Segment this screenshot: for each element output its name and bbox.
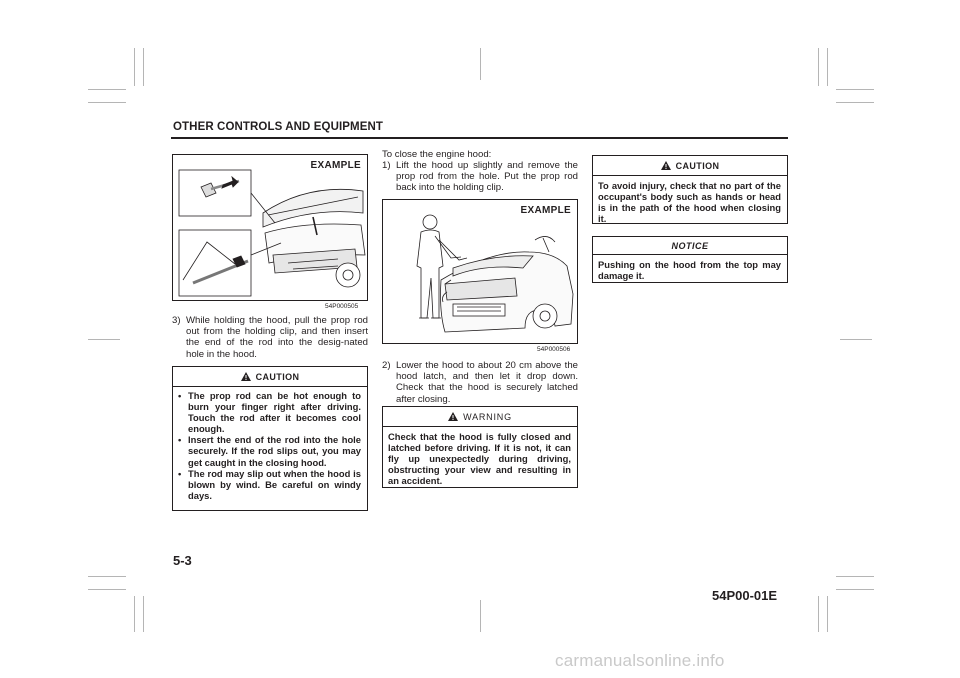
crop-mark	[836, 589, 874, 590]
notice-text: Pushing on the hood from the top may damage it.	[598, 259, 781, 282]
warning-heading	[383, 407, 577, 427]
figure-code: 54P000505	[325, 303, 359, 310]
crop-mark	[143, 48, 144, 86]
figure-example-label: EXAMPLE	[310, 160, 361, 171]
step-3	[172, 315, 368, 360]
warning-box	[382, 406, 578, 488]
figure-closing-hood	[382, 199, 578, 344]
crop-mark	[836, 102, 874, 103]
crop-mark	[480, 48, 481, 80]
closing-hood-illustration	[383, 200, 578, 344]
watermark: carmanualsonline.info	[555, 651, 725, 670]
prop-rod-illustration	[173, 155, 368, 301]
crop-mark	[88, 576, 126, 577]
notice-box	[592, 236, 788, 283]
figure-prop-rod	[172, 154, 368, 301]
warning-triangle-icon	[448, 412, 458, 421]
figure-example-label: EXAMPLE	[520, 205, 571, 216]
crop-mark	[836, 89, 874, 90]
crop-mark	[818, 596, 819, 632]
warning-triangle-icon	[241, 372, 251, 381]
caution-box-occupant	[592, 155, 788, 224]
crop-mark	[88, 589, 126, 590]
step-text: Lift the hood up slightly and remove the prop rod from the hole. Put the prop rod back into the holding clip.	[396, 160, 578, 194]
crop-mark	[480, 600, 481, 632]
caution-label: CAUTION	[255, 371, 300, 382]
caution-text: To avoid injury, check that no part of the occupant's body such as hands or head is in the path of the hood when closing it.	[598, 180, 781, 225]
warning-text: Check that the hood is fully closed and latched before driving. If it is not, it can fly up unexpectedly during driving, obstructing your view and resulting in an accident.	[388, 431, 571, 487]
crop-mark	[827, 48, 828, 86]
close-hood-intro: To close the engine hood:	[382, 149, 492, 160]
section-title: OTHER CONTROLS AND EQUIPMENT	[173, 121, 384, 133]
step-text: While holding the hood, pull the prop rod out from the holding clip, and then insert the end of the rod into the desig-nated hole in the hood.	[186, 315, 368, 360]
document-code: 54P00-01E	[712, 588, 778, 603]
caution-item: • The rod may slip out when the hood is blown by wind. Be careful on windy days.	[178, 467, 361, 501]
caution-heading	[593, 156, 787, 176]
caution-item: • Insert the end of the rod into the hole securely. If the rod slips out, you may get caught in the closing hood.	[178, 434, 361, 468]
crop-mark	[836, 576, 874, 577]
step-number: 1)	[382, 160, 391, 171]
caution-item: • The prop rod can be hot enough to burn your finger right after driving. Touch the rod after it becomes cool enough.	[178, 390, 361, 435]
crop-mark	[818, 48, 819, 86]
warning-triangle-icon	[661, 161, 671, 170]
step-number: 2)	[382, 360, 391, 371]
crop-mark	[840, 339, 872, 340]
page-number: 5-3	[173, 553, 192, 568]
crop-mark	[134, 48, 135, 86]
crop-mark	[134, 596, 135, 632]
notice-label: NOTICE	[671, 240, 709, 251]
crop-mark	[827, 596, 828, 632]
crop-mark	[88, 102, 126, 103]
step-1	[382, 160, 578, 194]
figure-code: 54P000506	[537, 346, 571, 353]
crop-mark	[88, 339, 120, 340]
warning-label: WARNING	[463, 411, 512, 422]
caution-heading	[173, 367, 367, 387]
crop-mark	[143, 596, 144, 632]
caution-box-prop-rod	[172, 366, 368, 511]
crop-mark	[88, 89, 126, 90]
caution-label: CAUTION	[675, 160, 720, 171]
step-2	[382, 360, 578, 405]
step-text: Lower the hood to about 20 cm above the hood latch, and then let it drop down. Check that the hood is securely latched after closing.	[396, 360, 578, 405]
step-number: 3)	[172, 315, 181, 326]
header-rule	[171, 137, 788, 139]
notice-heading	[593, 237, 787, 255]
